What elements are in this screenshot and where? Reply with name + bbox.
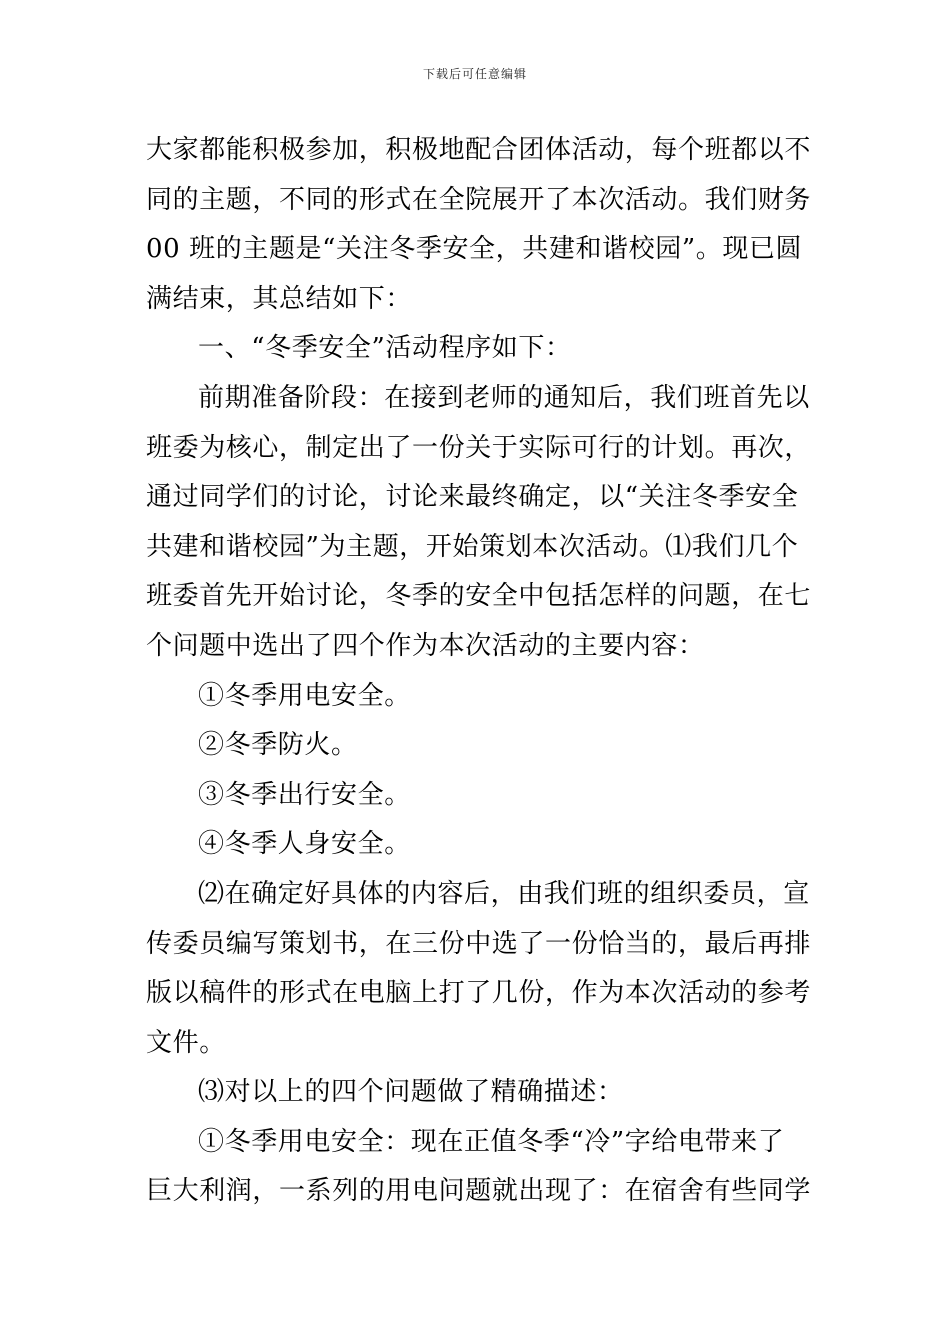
text-line: 大家都能积极参加，积极地配合团体活动，每个班都以不 [146, 135, 812, 165]
list-item: ④冬季人身安全。 [198, 829, 411, 860]
page-header: 下载后可任意编辑 [422, 67, 527, 81]
text-line: 共建和谐校园”为主题，开始策划本次活动。⑴我们几个 [146, 531, 799, 562]
list-item: ③冬季出行安全。 [198, 779, 411, 810]
text-line: 班委为核心，制定出了一份关于实际可行的计划。再次， [146, 432, 812, 463]
text-line: ⑶对以上的四个问题做了精确描述： [198, 1077, 624, 1108]
text-line: 满结束，其总结如下： [146, 283, 413, 314]
text-line: 班委首先开始讨论，冬季的安全中包括怎样的问题，在七 [146, 581, 812, 612]
text-line: 传委员编写策划书，在三份中选了一份恰当的，最后再排 [146, 928, 812, 959]
text-line: 版以稿件的形式在电脑上打了几份，作为本次活动的参考 [146, 978, 812, 1009]
text-line: 文件。 [146, 1027, 226, 1058]
text-line: 巨大利润，一系列的用电问题就出现了：在宿舍有些同学 [146, 1176, 812, 1207]
text-line: 00 班的主题是“关注冬季安全，共建和谐校园”。现已圆 [146, 234, 803, 265]
section-heading: 一、“冬季安全”活动程序如下： [198, 333, 572, 364]
text-line: 通过同学们的讨论，讨论来最终确定，以“关注冬季安全 [146, 482, 799, 513]
text-line: ①冬季用电安全：现在正值冬季“冷”字给电带来了 [198, 1126, 785, 1157]
text-line: 前期准备阶段：在接到老师的通知后，我们班首先以 [198, 382, 810, 413]
list-item: ①冬季用电安全。 [198, 680, 411, 711]
document-body [146, 126, 811, 1217]
text-line: 同的主题，不同的形式在全院展开了本次活动。我们财务 [146, 184, 812, 215]
list-item: ②冬季防火。 [198, 730, 358, 761]
text-line: 个问题中选出了四个作为本次活动的主要内容： [146, 630, 705, 661]
text-line: ⑵在确定好具体的内容后，由我们班的组织委员，宣 [198, 878, 810, 909]
